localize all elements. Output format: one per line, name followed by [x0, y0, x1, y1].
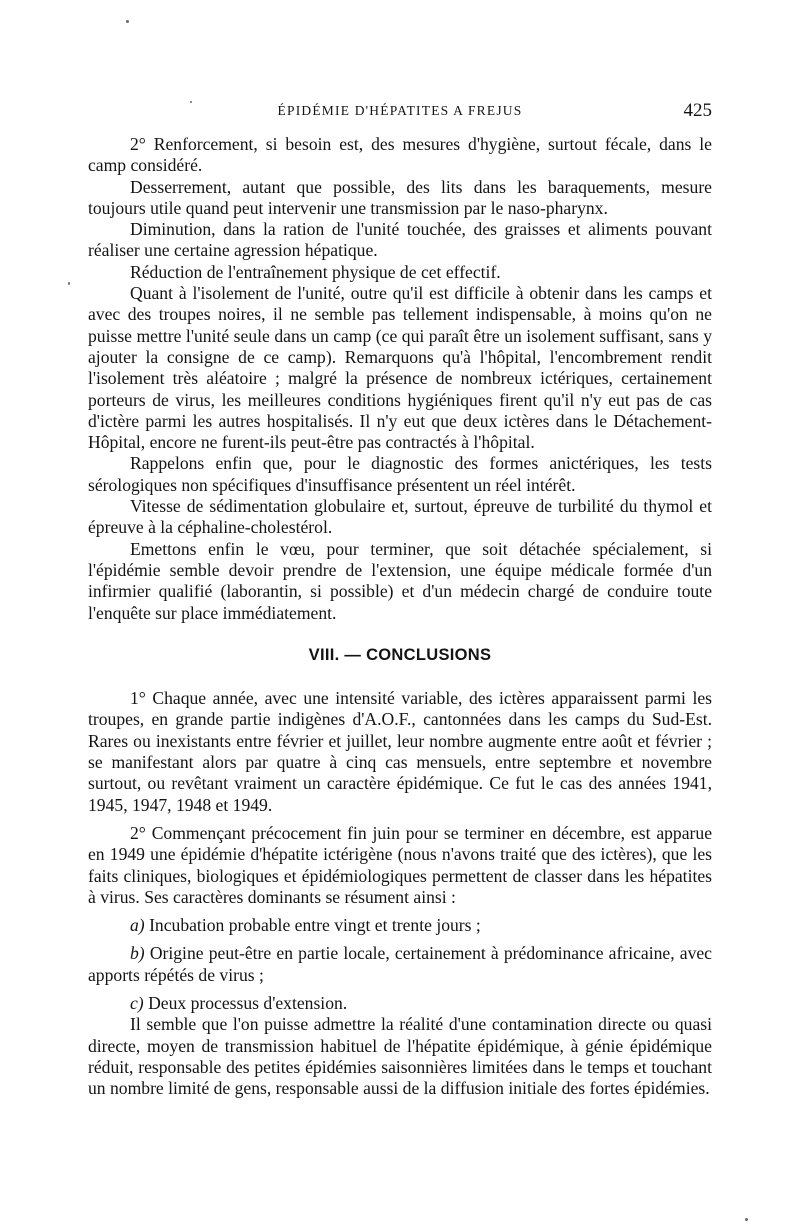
paragraph-conclusion-2: 2° Commençant précocement fin juin pour se terminer en décembre, est apparue en 1949 une épidémie d'hépatite ictérigène (nous n'avons traité que des ictères), que les faits cliniques, biologiques et épidémiologiques permettent de classer dans les hépatites à virus. Ses caractères dominants se résument ainsi : — [88, 822, 712, 907]
running-title: ÉPIDÉMIE D'HÉPATITES A FREJUS — [277, 103, 523, 118]
list-item-label: b) — [130, 943, 145, 964]
scanned-page — [88, 0, 712, 1232]
paragraph-vitesse: Vitesse de sédimentation globulaire et, surtout, épreuve de turbilité du thymol et épreuve à la céphaline-cholestérol. — [88, 496, 712, 538]
paragraph-hygiene: 2° Renforcement, si besoin est, des mesures d'hygiène, surtout fécale, dans le camp considéré. — [88, 134, 712, 176]
list-item-label: c) — [130, 992, 144, 1013]
scan-speck — [68, 282, 70, 285]
paragraph-gap — [88, 986, 712, 993]
paragraph-conclusion-1: 1° Chaque année, avec une intensité variable, des ictères apparaissent parmi les troupes, en grande partie indigènes d'A.O.F., cantonnées dans les camps du Sud-Est. Rares ou inexistants entre février et juillet, leur nombre augmente entre août et février ; se manifestant alors par quatre à cinq cas mensuels, entre septembre et novembre surtout, ou revêtant vraiment un caractère épidémique. Ce fut le cas des années 1941, 1945, 1947, 1948 et 1949. — [88, 688, 712, 815]
paragraph-gap — [88, 816, 712, 823]
list-item-text: Incubation probable entre vingt et trente jours ; — [149, 915, 481, 936]
paragraph-diminution: Diminution, dans la ration de l'unité touchée, des graisses et aliments pouvant réaliser une certaine agression hépatique. — [88, 219, 712, 261]
body-text — [88, 134, 712, 1099]
list-item-text: Origine peut-être en partie locale, certainement à prédominance africaine, avec apports répétés de virus ; — [88, 943, 712, 985]
list-item — [88, 993, 712, 1014]
list-item-text: Deux processus d'extension. — [148, 992, 348, 1013]
running-head — [88, 100, 712, 125]
list-item — [88, 943, 712, 986]
paragraph-gap — [88, 936, 712, 943]
paragraph-reduction: Réduction de l'entraînement physique de cet effectif. — [130, 261, 501, 282]
scan-speck — [126, 20, 129, 23]
list-item — [88, 915, 712, 936]
paragraph-gap — [88, 908, 712, 915]
paragraph-desserrement: Desserrement, autant que possible, des lits dans les baraquements, mesure toujours utile quand peut intervenir une transmission par le naso-pharynx. — [88, 176, 712, 218]
paragraph-emettons: Emettons enfin le vœu, pour terminer, que soit détachée spécialement, si l'épidémie semble devoir prendre de l'extension, une équipe médicale formée d'un infirmier qualifié (laborantin, si possible) et d'un médecin chargé de conduire toute l'enquête sur place immédiatement. — [88, 538, 712, 623]
page-number: 425 — [683, 100, 712, 121]
scan-speck — [190, 101, 192, 103]
list-item-label: a) — [130, 915, 145, 936]
section-heading: VIII. — CONCLUSIONS — [308, 645, 492, 664]
scan-speck — [745, 1218, 748, 1221]
paragraph-isolement: Quant à l'isolement de l'unité, outre qu'il est difficile à obtenir dans les camps et avec des troupes noires, il ne semble pas tellement indispensable, à moins qu'on ne puisse mettre l'unité seule dans un camp (ce qui paraît être un isolement suffisant, sans y ajouter la consigne de ce camp). Remarquons qu'à l'hôpital, l'encombrement rendit l'isolement très aléatoire ; malgré la présence de nombreux ictériques, certainement porteurs de virus, les meilleures conditions hygiéniques firent qu'il n'y eut pas de cas d'ictère parmi les autres hospitalisés. Il n'y eut que deux ictères dans le Détachement-Hôpital, encore ne furent-ils peut-être pas contractés à l'hôpital. — [88, 283, 712, 453]
paragraph-closing: Il semble que l'on puisse admettre la réalité d'une contamination directe ou quasi directe, moyen de transmission habituel de l'hépatite épidémique, à génie épidémique réduit, responsable des petites épidémies saisonnières limitées dans le temps et touchant un nombre limité de gens, responsable aussi de la diffusion initiale des fortes épidémies. — [88, 1014, 712, 1099]
paragraph-rappelons: Rappelons enfin que, pour le diagnostic des formes anictériques, les tests sérologiques non spécifiques d'insuffisance présentent un réel intérêt. — [88, 453, 712, 495]
